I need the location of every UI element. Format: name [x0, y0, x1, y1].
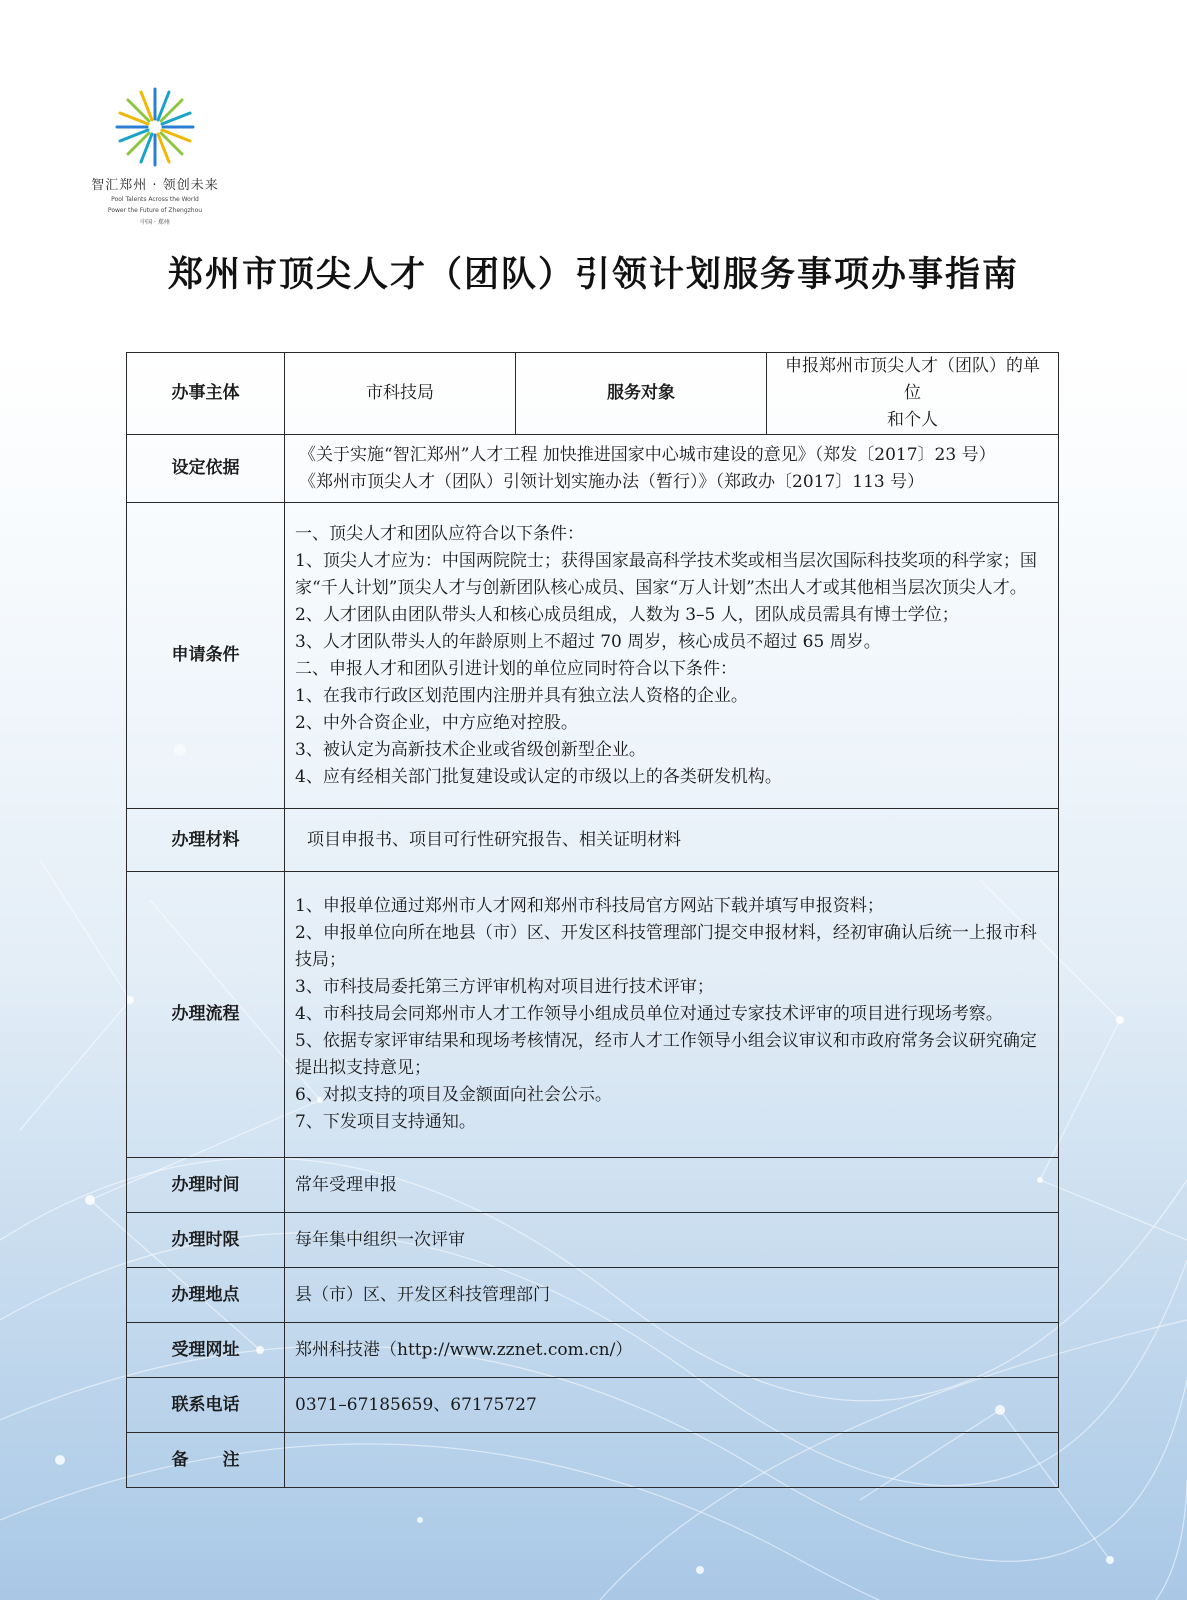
conditions-label: 申请条件 — [127, 503, 285, 809]
target-value-line-2: 和个人 — [887, 410, 938, 430]
process-value — [285, 872, 1059, 1158]
subject-value: 市科技局 — [285, 353, 516, 435]
materials-value: 项目申报书、项目可行性研究报告、相关证明材料 — [285, 809, 1059, 872]
condition-item: 3、人才团队带头人的年龄原则上不超过 70 周岁，核心成员不超过 65 周岁。 — [295, 631, 881, 652]
row-limit — [127, 1213, 1059, 1268]
place-label: 办理地点 — [127, 1268, 285, 1323]
condition-item: 二、申报人才和团队引进计划的单位应同时符合以下条件： — [295, 658, 737, 679]
row-subject — [127, 353, 1059, 435]
row-website — [127, 1323, 1059, 1378]
process-step: 5、依据专家评审结果和现场考核情况，经市人才工作领导小组会议审议和市政府常务会议研究确定提出拟支持意见； — [295, 1031, 1037, 1078]
note-label: 备 注 — [127, 1433, 285, 1488]
time-value: 常年受理申报 — [285, 1158, 1059, 1213]
conditions-value — [285, 503, 1059, 809]
process-step: 2、申报单位向所在地县（市）区、开发区科技管理部门提交申报材料，经初审确认后统一上报市科技局； — [295, 923, 1037, 970]
condition-item: 1、顶尖人才应为：中国两院院士；获得国家最高科学技术奖或相当层次国际科技奖项的科学家；国家“千人计划”顶尖人才与创新团队核心成员、国家“万人计划”杰出人才或其他相当层次顶尖人才。 — [295, 550, 1037, 598]
process-step: 4、市科技局会同郑州市人才工作领导小组成员单位对通过专家技术评审的项目进行现场考察。 — [295, 1004, 1003, 1024]
condition-item: 3、被认定为高新技术企业或省级创新型企业。 — [295, 739, 646, 760]
phone-label: 联系电话 — [127, 1378, 285, 1433]
process-step: 7、下发项目支持通知。 — [295, 1112, 476, 1132]
condition-item: 一、顶尖人才和团队应符合以下条件： — [295, 523, 584, 544]
website-value: 郑州科技港（http://www.zznet.com.cn/） — [285, 1323, 1059, 1378]
basis-value — [285, 435, 1059, 503]
basis-item: 《关于实施“智汇郑州”人才工程 加快推进国家中心城市建设的意见》（郑发〔2017〕23 号） — [299, 444, 996, 465]
row-phone — [127, 1378, 1059, 1433]
logo — [80, 86, 230, 226]
process-step: 3、市科技局委托第三方评审机构对项目进行技术评审； — [295, 977, 714, 997]
logo-slogan: 智汇郑州 · 领创未来 — [91, 178, 219, 193]
service-guide-table — [126, 352, 1059, 1488]
row-process — [127, 872, 1059, 1158]
time-label: 办理时间 — [127, 1158, 285, 1213]
process-step: 6、对拟支持的项目及金额面向社会公示。 — [295, 1085, 612, 1105]
row-place — [127, 1268, 1059, 1323]
page-title: 郑州市顶尖人才（团队）引领计划服务事项办事指南 — [167, 254, 1019, 295]
condition-item: 4、应有经相关部门批复建设或认定的市级以上的各类研发机构。 — [295, 766, 782, 787]
target-label: 服务对象 — [516, 353, 767, 435]
limit-label: 办理时限 — [127, 1213, 285, 1268]
subject-label: 办事主体 — [127, 353, 285, 435]
materials-label: 办理材料 — [127, 809, 285, 872]
target-value-line-1: 申报郑州市顶尖人才（团队）的单位 — [785, 356, 1040, 403]
condition-item: 2、中外合资企业，中方应绝对控股。 — [295, 712, 578, 733]
website-label: 受理网址 — [127, 1323, 285, 1378]
phone-value: 0371–67185659、67175727 — [285, 1378, 1059, 1433]
limit-value: 每年集中组织一次评审 — [285, 1213, 1059, 1268]
condition-item: 1、在我市行政区划范围内注册并具有独立法人资格的企业。 — [295, 685, 748, 706]
logo-english-line-2: Power the Future of Zhengzhou — [107, 207, 203, 214]
place-value: 县（市）区、开发区科技管理部门 — [285, 1268, 1059, 1323]
logo-location: 中国 · 郑州 — [140, 219, 170, 226]
row-materials — [127, 809, 1059, 872]
basis-item: 《郑州市顶尖人才（团队）引领计划实施办法（暂行）》（郑政办〔2017〕113 号） — [299, 471, 925, 492]
logo-starburst-icon — [114, 86, 196, 168]
row-note — [127, 1433, 1059, 1488]
row-basis — [127, 435, 1059, 503]
logo-english-line-1: Pool Talents Across the World — [111, 196, 199, 203]
condition-item: 2、人才团队由团队带头人和核心成员组成，人数为 3–5 人，团队成员需具有博士学位； — [295, 604, 959, 625]
process-step: 1、申报单位通过郑州市人才网和郑州市科技局官方网站下载并填写申报资料； — [295, 896, 884, 916]
note-value — [285, 1433, 1059, 1488]
row-conditions — [127, 503, 1059, 809]
target-value — [767, 353, 1059, 435]
row-time — [127, 1158, 1059, 1213]
basis-label: 设定依据 — [127, 435, 285, 503]
process-label: 办理流程 — [127, 872, 285, 1158]
